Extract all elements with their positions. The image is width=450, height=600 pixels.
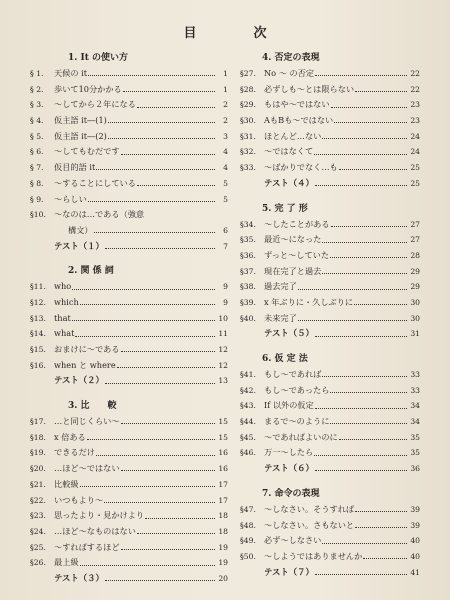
page-number: 25: [410, 178, 420, 188]
page-number: 34: [410, 401, 420, 411]
page-number: 34: [410, 417, 420, 427]
dot-leader: [96, 169, 215, 170]
section-number: §28.: [240, 84, 256, 94]
section-heading: 7. 命令の表現: [262, 488, 320, 499]
page-number: 29: [410, 282, 420, 292]
page-number: 6: [223, 225, 228, 235]
entry-title: which: [54, 296, 79, 307]
toc-entry: [240, 66, 420, 82]
dot-leader: [121, 423, 215, 424]
section-test: [30, 571, 228, 587]
entry-title: who: [54, 281, 72, 292]
section-number: §47.: [240, 504, 256, 514]
dot-leader: [330, 392, 407, 393]
entry-title: x 年ぶりに・久しぶりに: [264, 296, 354, 307]
dot-leader: [80, 304, 215, 305]
dot-leader: [298, 289, 407, 290]
dot-leader: [314, 455, 407, 456]
entry-title: AもBも～ではない: [264, 115, 334, 126]
entry-title: 必ず～しなさい: [264, 535, 322, 546]
entry-title: 比較級: [54, 478, 79, 489]
section-gap: [240, 192, 420, 197]
page-number: 35: [410, 432, 420, 442]
section-number: §37.: [240, 266, 256, 276]
section-gap: [240, 477, 420, 482]
toc-entry: [30, 176, 228, 192]
section-number: §10.: [30, 210, 46, 220]
toc-entry: [240, 311, 420, 327]
toc-entry: [30, 461, 228, 477]
dot-leader: [315, 75, 407, 76]
toc-entry: [30, 82, 228, 98]
section-number: §12.: [30, 297, 46, 307]
section-number: §18.: [30, 432, 46, 442]
section-number: § 1.: [30, 69, 44, 78]
page-number: 30: [410, 313, 420, 323]
test-title: テスト（３）: [54, 572, 104, 583]
toc-entry: [30, 144, 228, 160]
section-number: §41.: [240, 370, 256, 379]
toc-entry: [30, 493, 228, 509]
toc-entry: [240, 367, 420, 383]
test-title: テスト（５）: [264, 328, 314, 339]
entry-title: もし～であれば: [264, 369, 322, 379]
section-number: § 2.: [30, 84, 44, 94]
entry-title: できるだけ: [54, 447, 95, 458]
dot-leader: [322, 376, 407, 377]
entry-title: 必ずしも～とは限らない: [264, 83, 355, 94]
toc-entry: [30, 524, 228, 540]
page-number: 39: [410, 504, 420, 514]
entry-title: 未来完了: [264, 312, 297, 323]
page-number: 7: [223, 241, 228, 251]
toc-entry: [240, 398, 420, 414]
test-title: テスト（７）: [264, 566, 314, 577]
section-number: §38.: [240, 282, 256, 292]
dot-leader: [104, 502, 215, 503]
section-number: §20.: [30, 464, 46, 474]
section-number: §35.: [240, 235, 256, 245]
dot-leader: [108, 122, 215, 123]
entry-title: 仮目的語 it: [54, 162, 96, 173]
section-test: [30, 239, 228, 255]
dot-leader: [121, 154, 215, 155]
page-number: 15: [218, 432, 228, 442]
toc-entry: [30, 540, 228, 556]
left-column: [30, 46, 228, 592]
page-number: 27: [410, 219, 420, 229]
section-number: § 9.: [30, 194, 44, 204]
page-number: 9: [223, 297, 228, 307]
section-heading: 5. 完 了 形: [262, 203, 308, 214]
dot-leader: [330, 257, 407, 258]
dot-leader: [355, 91, 407, 92]
entry-title: もはや～ではない: [264, 99, 330, 110]
entry-title-continued: 構文）: [68, 224, 93, 235]
dot-leader: [298, 320, 407, 321]
entry-title: …と同じくらい～: [54, 416, 120, 427]
entry-title: 現在完了と過去: [264, 265, 322, 276]
toc-entry: [240, 295, 420, 311]
section-number: § 8.: [30, 178, 44, 188]
page-title: 目 次: [183, 26, 289, 41]
test-title: テスト（６）: [264, 463, 314, 474]
dot-leader: [315, 470, 407, 471]
toc-entry: [30, 477, 228, 493]
page-number: 27: [410, 235, 420, 245]
section-number: §22.: [30, 495, 46, 505]
page-number: 13: [218, 376, 228, 386]
entry-title: 最近～になった: [264, 234, 322, 245]
dot-leader: [105, 248, 215, 249]
dot-leader: [315, 185, 407, 186]
dot-leader: [96, 455, 215, 456]
page-number: 40: [410, 551, 420, 561]
section-number: §44.: [240, 417, 256, 427]
toc-entry: [30, 192, 228, 208]
dot-leader: [105, 383, 215, 384]
toc-entry: [240, 533, 420, 549]
toc-entry: [30, 66, 228, 82]
section-test: [240, 461, 420, 477]
entry-title: 思ったより・見かけより: [54, 510, 145, 521]
toc-entry: [30, 414, 228, 430]
page-number: 2: [223, 116, 228, 126]
test-title: テスト（２）: [54, 375, 104, 386]
page-number: 12: [218, 360, 228, 370]
page-number: 24: [410, 131, 420, 141]
section-number: §39.: [240, 297, 256, 307]
dot-leader: [121, 549, 215, 550]
toc-entry: [240, 279, 420, 295]
page-number: 18: [218, 511, 228, 521]
section-number: §14.: [30, 329, 46, 339]
page-number: 33: [410, 385, 420, 395]
toc-entry: [240, 430, 420, 446]
section-number: §33.: [240, 163, 256, 173]
section-number: §15.: [30, 345, 46, 354]
page-number: 4: [223, 163, 228, 173]
toc-entry: [30, 342, 228, 358]
entry-title: …ほど～なものはない: [54, 525, 136, 536]
dot-leader: [94, 232, 215, 233]
toc-entry-continuation: [30, 223, 228, 239]
section-number: §17.: [30, 417, 46, 427]
page-number: 9: [223, 282, 228, 292]
entry-title: 仮主語 it―(2): [54, 130, 107, 141]
dot-leader: [334, 122, 407, 123]
section-number: §45.: [240, 432, 256, 442]
section-test: [240, 565, 420, 581]
entry-title: 歩いて10分かかる: [54, 83, 122, 94]
entry-title: ～しなさい。さもないと: [264, 519, 355, 530]
entry-title: …ほど～ではない: [54, 463, 120, 474]
section-number: §13.: [30, 313, 46, 323]
section-test: [240, 326, 420, 342]
toc-entry: [30, 311, 228, 327]
section-heading: 4. 否定の表現: [262, 53, 320, 63]
section-gap: [30, 389, 228, 394]
page-number: 25: [410, 163, 420, 173]
entry-title: ～することにしている: [54, 177, 136, 188]
page-number: 2: [223, 100, 228, 110]
dot-leader: [88, 75, 215, 76]
toc-entry: [240, 144, 420, 160]
dot-leader: [123, 91, 215, 92]
toc-entry: [30, 160, 228, 176]
dot-leader: [72, 320, 215, 321]
toc-entry: [240, 502, 420, 518]
dot-leader: [354, 304, 407, 305]
dot-leader: [137, 185, 215, 186]
section-number: §29.: [240, 100, 256, 110]
entry-title: ～であればよいのに: [264, 431, 338, 442]
dot-leader: [363, 558, 407, 559]
section-test: [30, 373, 228, 389]
page-number: 23: [410, 116, 420, 126]
section-number: §27.: [240, 69, 256, 78]
toc-entry: [240, 97, 420, 113]
dot-leader: [339, 439, 407, 440]
toc-entry: [240, 160, 420, 176]
section-test: [240, 176, 420, 192]
page-number: 41: [410, 567, 420, 577]
entry-title: 仮主語 it―(1): [54, 115, 107, 126]
toc-entry: [30, 113, 228, 129]
page-number: 11: [218, 329, 228, 339]
page-number: 31: [410, 329, 420, 339]
page-number: 29: [410, 266, 420, 276]
test-title: テスト（１）: [54, 240, 104, 251]
section-number: §26.: [30, 558, 46, 568]
dot-leader: [117, 367, 215, 368]
dot-leader: [80, 565, 215, 566]
page-number: 22: [410, 69, 420, 78]
page-number: 12: [218, 345, 228, 354]
toc-entry: [240, 445, 420, 461]
toc-entry: [30, 326, 228, 342]
section-number: §16.: [30, 360, 46, 370]
entry-title: ～してもむだです: [54, 146, 120, 157]
entry-title: ずっと～していた: [264, 249, 330, 260]
dot-leader: [322, 138, 407, 139]
page-number: 20: [218, 573, 228, 583]
page-number: 35: [410, 448, 420, 458]
entry-title: まるで～のように: [264, 416, 330, 427]
toc-entry: [30, 445, 228, 461]
page-number: 5: [223, 194, 228, 204]
entry-title: ～なのは…である（強意: [54, 209, 145, 220]
entry-title: ～してから２年になる: [54, 99, 136, 110]
section-number: §40.: [240, 313, 256, 323]
entry-title: ほとんど…ない: [264, 130, 322, 141]
entry-title: いつもより～: [54, 494, 104, 505]
dot-leader: [80, 486, 215, 487]
dot-leader: [145, 518, 215, 519]
dot-leader: [72, 289, 215, 290]
page-number: 17: [218, 479, 228, 489]
toc-entry: [30, 555, 228, 571]
section-gap: [30, 587, 228, 592]
dot-leader: [355, 527, 407, 528]
section-heading: 2. 関 係 詞: [68, 266, 114, 277]
dot-leader: [108, 138, 215, 139]
dot-leader: [322, 543, 407, 544]
dot-leader: [121, 351, 215, 352]
dot-leader: [87, 439, 215, 440]
toc-entry: [30, 207, 228, 223]
section-number: §32.: [240, 147, 256, 157]
dot-leader: [355, 511, 407, 512]
entry-title: when と where: [54, 359, 116, 370]
entry-title: 天候の it: [54, 68, 88, 78]
page-number: 24: [410, 147, 420, 157]
page-number: 4: [223, 147, 228, 157]
page-number: 17: [218, 495, 228, 505]
page-number: 1: [223, 84, 228, 94]
page-number: 23: [410, 100, 420, 110]
section-number: §31.: [240, 131, 256, 141]
toc-entry: [240, 82, 420, 98]
section-number: §30.: [240, 116, 256, 126]
dot-leader: [137, 107, 215, 108]
toc-entry: [240, 232, 420, 248]
toc-entry: [240, 248, 420, 264]
entry-title: 最上級: [54, 557, 79, 568]
section-number: §36.: [240, 250, 256, 260]
entry-title: ～しようではありませんか: [264, 550, 363, 561]
entry-title: 万一～したら: [264, 447, 314, 458]
entry-title: ～したことがある: [264, 218, 330, 229]
section-number: § 3.: [30, 100, 44, 110]
dot-leader: [331, 107, 407, 108]
dot-leader: [121, 470, 215, 471]
dot-leader: [315, 408, 407, 409]
toc-entry: [30, 295, 228, 311]
section-heading: 3. 比 較: [68, 401, 117, 412]
section-number: §25.: [30, 542, 46, 552]
dot-leader: [339, 169, 407, 170]
page-number: 28: [410, 250, 420, 260]
right-column: [240, 46, 420, 585]
page-number: 5: [223, 178, 228, 188]
page-number: 19: [218, 542, 228, 552]
toc-entry: [240, 549, 420, 565]
page-number: 15: [218, 417, 228, 427]
section-number: §43.: [240, 401, 256, 411]
toc-entry: [240, 414, 420, 430]
section-number: §50.: [240, 551, 256, 561]
page-number: 33: [410, 370, 420, 379]
entry-title: x 倍ある: [54, 431, 86, 442]
page-number: 16: [218, 448, 228, 458]
section-number: § 7.: [30, 163, 44, 173]
section-number: §34.: [240, 219, 256, 229]
section-gap: [240, 342, 420, 347]
toc-entry: [240, 217, 420, 233]
toc-entry: [240, 383, 420, 399]
section-gap: [240, 580, 420, 585]
dot-leader: [330, 423, 407, 424]
section-number: §48.: [240, 520, 256, 530]
toc-entry: [30, 508, 228, 524]
section-number: § 6.: [30, 147, 44, 157]
section-number: § 5.: [30, 131, 44, 141]
page-number: 3: [223, 131, 228, 141]
page-number: 1: [223, 69, 228, 78]
section-number: §21.: [30, 479, 46, 489]
toc-entry: [30, 279, 228, 295]
page-number: 40: [410, 536, 420, 546]
section-heading: 1. It の使い方: [68, 53, 129, 63]
dot-leader: [331, 226, 407, 227]
page-number: 10: [218, 313, 228, 323]
section-gap: [30, 254, 228, 259]
dot-leader: [315, 574, 407, 575]
entry-title: that: [54, 312, 71, 323]
entry-title: ～らしい: [54, 193, 87, 204]
dot-leader: [322, 242, 407, 243]
dot-leader: [315, 336, 407, 337]
page-number: 39: [410, 520, 420, 530]
dot-leader: [88, 201, 215, 202]
entry-title: ～すればするほど: [54, 541, 120, 552]
entry-title: If 以外の仮定: [264, 400, 314, 411]
toc-entry: [240, 129, 420, 145]
entry-title: what: [54, 328, 75, 339]
entry-title: ～ではなくて: [264, 146, 314, 157]
page-number: 18: [218, 526, 228, 536]
section-number: §46.: [240, 448, 256, 458]
section-number: § 4.: [30, 116, 44, 126]
toc-entry: [240, 113, 420, 129]
section-number: §19.: [30, 448, 46, 458]
entry-title: No ～ の否定: [264, 68, 315, 78]
toc-entry: [30, 358, 228, 374]
section-heading: 6. 仮 定 法: [262, 354, 308, 364]
test-title: テスト（４）: [264, 177, 314, 188]
entry-title: もし～であったら: [264, 384, 330, 395]
dot-leader: [75, 336, 215, 337]
entry-title: おまけに～である: [54, 344, 120, 354]
dot-leader: [314, 154, 407, 155]
toc-entry: [30, 430, 228, 446]
toc-entry: [240, 264, 420, 280]
page-number: 16: [218, 464, 228, 474]
page-number: 22: [410, 84, 420, 94]
toc-entry: [240, 518, 420, 534]
section-number: §11.: [30, 282, 46, 292]
page-number: 36: [410, 464, 420, 474]
toc-entry: [30, 129, 228, 145]
page-number: 19: [218, 558, 228, 568]
dot-leader: [137, 533, 215, 534]
entry-title: 過去完了: [264, 281, 297, 292]
dot-leader: [105, 580, 215, 581]
section-number: §24.: [30, 526, 46, 536]
section-number: §23.: [30, 511, 46, 521]
entry-title: ～ばかりでなく…も: [264, 162, 338, 173]
dot-leader: [322, 273, 407, 274]
section-number: §49.: [240, 536, 256, 546]
toc-entry: [30, 97, 228, 113]
section-number: §42.: [240, 385, 256, 395]
entry-title: ～しなさい。そうすれば: [264, 503, 355, 514]
page-number: 30: [410, 297, 420, 307]
